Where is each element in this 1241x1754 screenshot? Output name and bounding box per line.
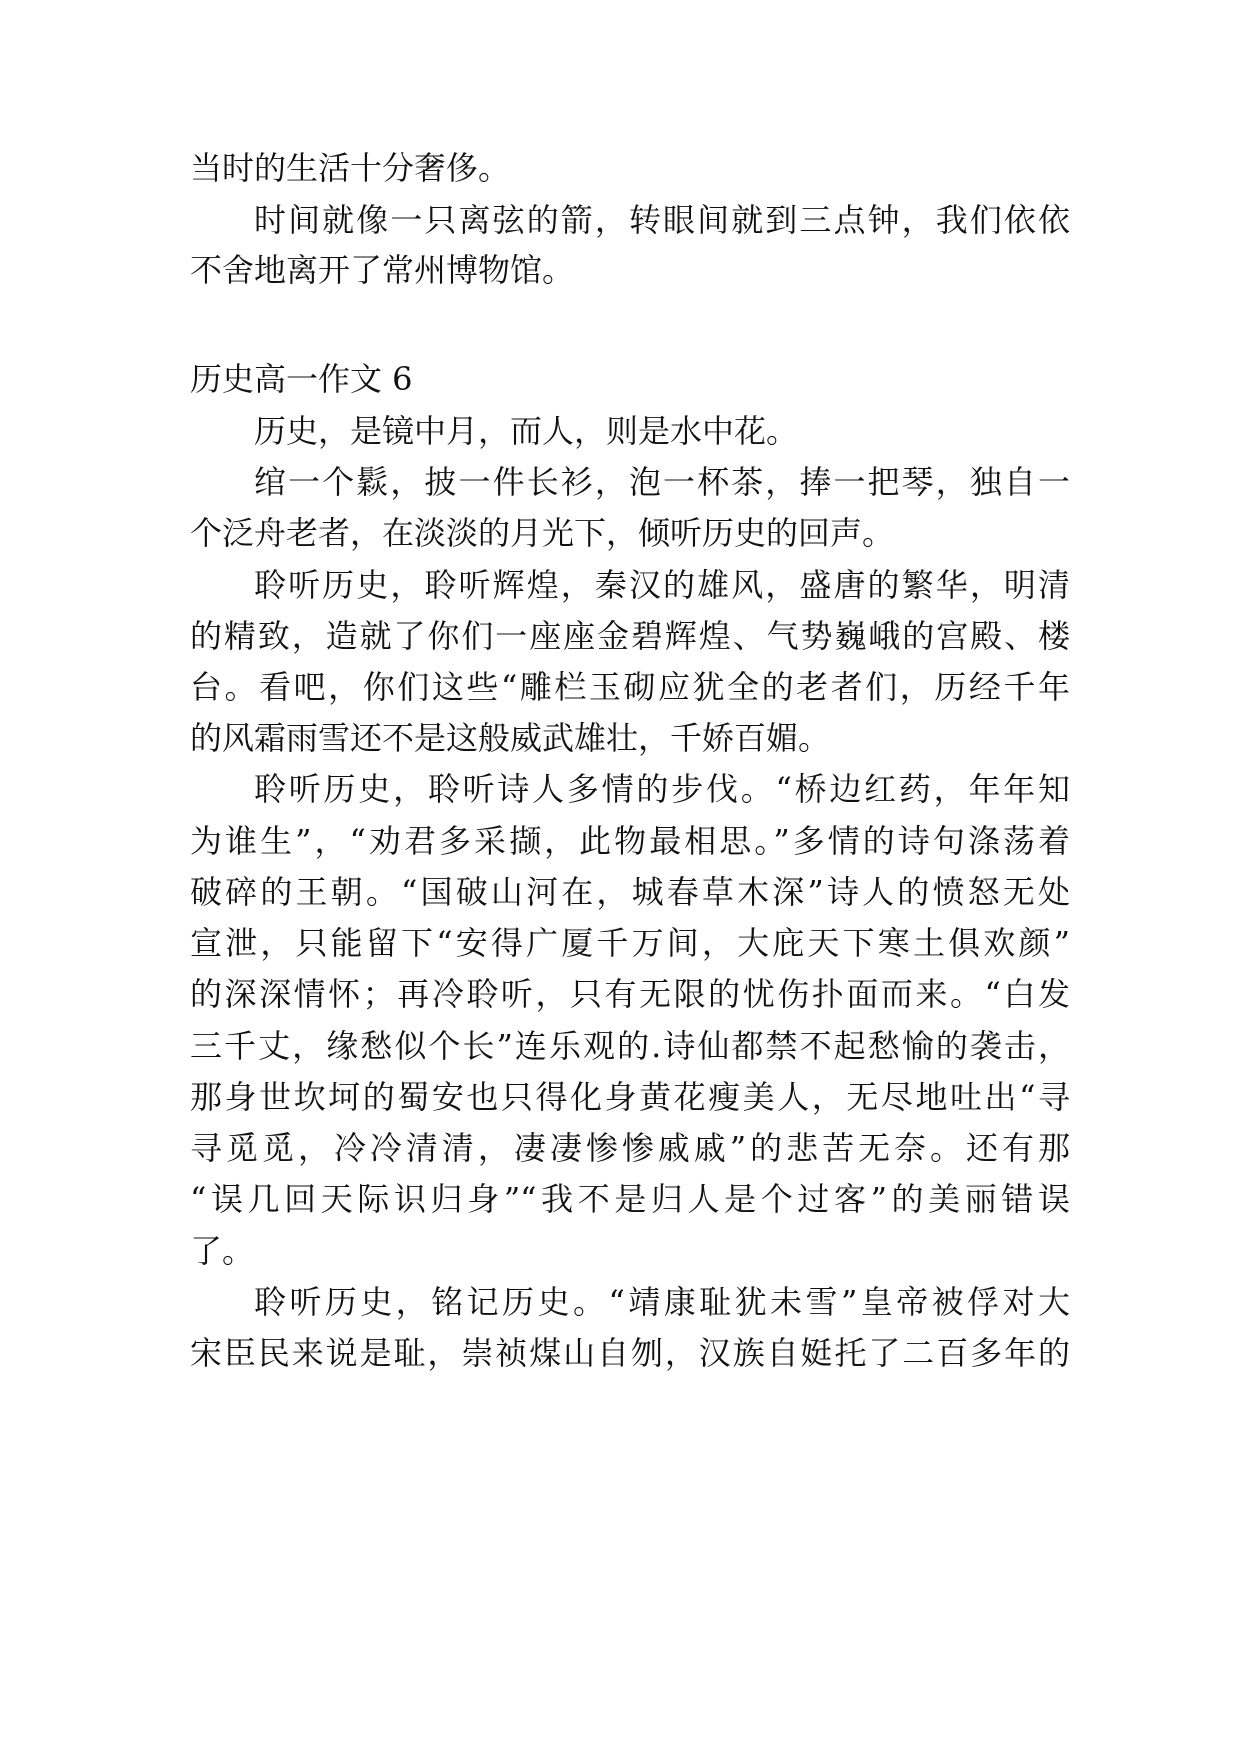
text-line: 时间就像一只离弦的箭，转眼间就到三点钟，我们依依 xyxy=(254,201,1070,239)
text-line: 当时的生活十分奢侈。 xyxy=(190,149,511,187)
text-line: 的深深情怀；再冷聆听，只有无限的忧伤扑面而来。“白发 xyxy=(190,975,1070,1013)
text-line: 破碎的王朝。“国破山河在，城春草木深”诗人的愤怒无处 xyxy=(190,873,1070,911)
text-line: 的精致，造就了你们一座座金碧辉煌、气势巍峨的宫殿、楼 xyxy=(190,617,1070,655)
text-line: 三千丈，缘愁似个长”连乐观的.诗仙都禁不起愁愉的袭击， xyxy=(190,1027,1070,1065)
section-title: 历史高一作文 6 xyxy=(190,360,413,398)
text-line: 宣泄，只能留下“安得广厦千万间，大庇天下寒土俱欢颜” xyxy=(190,924,1070,962)
text-line: 不舍地离开了常州博物馆。 xyxy=(190,251,575,289)
text-line: 台。看吧，你们这些“雕栏玉砌应犹全的老者们，历经千年 xyxy=(190,668,1070,706)
text-line: 了。 xyxy=(190,1232,255,1270)
text-line: 的风霜雨雪还不是这般威武雄壮，千娇百媚。 xyxy=(190,719,831,757)
text-line: 绾一个鬏，披一件长衫，泡一杯茶，捧一把琴，独自一 xyxy=(254,463,1070,501)
text-line: 聆听历史，聆听诗人多情的步伐。“桥边红药，年年知 xyxy=(254,770,1070,808)
text-line: 个泛舟老者，在淡淡的月光下，倾听历史的回声。 xyxy=(190,514,895,552)
text-line: 寻觅觅，冷冷清清，凄凄惨惨戚戚”的悲苦无奈。还有那 xyxy=(190,1129,1070,1167)
text-line: 宋臣民来说是耻，崇祯煤山自刎，汉族自娗托了二百多年的 xyxy=(190,1334,1070,1372)
text-line: 那身世坎坷的蜀安也只得化身黄花瘦美人，无尽地吐出“寻 xyxy=(190,1078,1070,1116)
text-line: 历史，是镜中月，而人，则是水中花。 xyxy=(254,412,799,450)
text-line: 聆听历史，聆听辉煌，秦汉的雄风，盛唐的繁华，明清 xyxy=(254,566,1070,604)
text-line: “误几回天际识归身”“我不是归人是个过客”的美丽错误 xyxy=(190,1180,1070,1218)
text-line: 为谁生”，“劝君多采撷，此物最相思。”多情的诗句涤荡着 xyxy=(190,822,1070,860)
text-line: 聆听历史，铭记历史。“靖康耻犹未雪”皇帝被俘对大 xyxy=(254,1283,1070,1321)
